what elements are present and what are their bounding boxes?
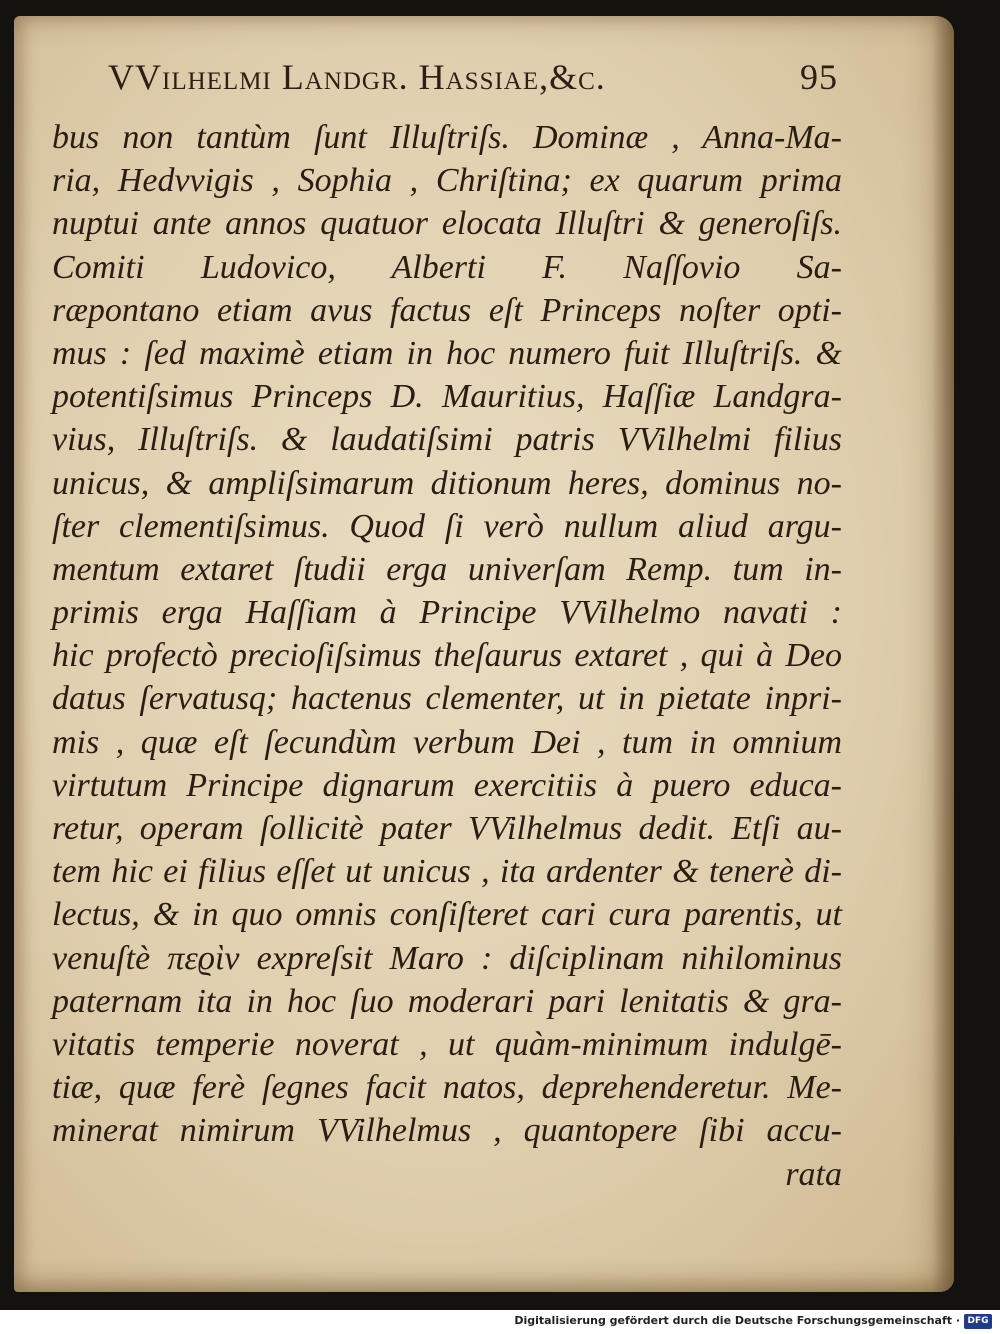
text-line: mentum extaret ſtudii erga univerſam Remp. tum in- <box>52 550 842 588</box>
text-line: datus ſervatusq; hactenus clementer, ut in pietate inpri- <box>52 680 842 718</box>
footer-bar <box>0 1310 1000 1334</box>
page-edge-shadow <box>932 16 954 1292</box>
text-line: Comiti Ludovico, Alberti F. Naſſovio Sa- <box>52 248 842 286</box>
text-line: ria, Hedvvigis , Sophia , Chriſtina; ex quarum prima <box>52 162 842 200</box>
text-line: vius, Illuſtriſs. & laudatiſsimi patris VVilhelmi filius <box>52 421 842 459</box>
text-line: bus non tantùm ſunt Illuſtriſs. Dominæ , Anna-Ma- <box>52 119 842 156</box>
text-line: hic profectò precioſiſsimus theſaurus extaret , qui à Deo <box>52 637 842 675</box>
text-line: lectus, & in quo omnis conſiſteret cari cura parentis, ut <box>52 896 842 934</box>
running-head-title: VVilhelmi Landgr. Hassiae,&c. <box>108 57 606 97</box>
text-line: retur, operam ſollicitè pater VVilhelmus dedit. Etſi au- <box>52 810 842 847</box>
text-line: mis , quæ eſt ſecundùm verbum Dei , tum in omnium <box>52 723 842 761</box>
text-line: virtutum Principe dignarum exercitiis à puero educa- <box>52 766 842 804</box>
text-line: paternam ita in hoc ſuo moderari pari lenitatis & gra- <box>52 982 842 1020</box>
dfg-logo: DFG <box>964 1314 992 1329</box>
text-line: ræpontano etiam avus factus eſt Princeps noſter opti- <box>52 291 842 329</box>
text-line: potentiſsimus Princeps D. Mauritius, Haſſiæ Landgra- <box>52 378 842 416</box>
text-line: tiæ, quæ ferè ſegnes facit natos, deprehenderetur. Me- <box>52 1069 842 1107</box>
text-line: venuſtè πεϱὶν expreſsit Maro : diſciplinam nihilominus <box>52 939 842 977</box>
text-line: primis erga Haſſiam à Principe VVilhelmo navati : <box>52 594 842 632</box>
text-line: minerat nimirum VVilhelmus , quantopere ſibi accu- <box>52 1112 842 1150</box>
text-line: tem hic ei filius eſſet ut unicus , ita ardenter & tenerè di- <box>52 853 842 891</box>
body-text <box>52 116 842 1196</box>
text-line: ſter clementiſsimus. Quod ſi verò nullum aliud argu- <box>52 507 842 545</box>
page-number: 95 <box>800 57 838 97</box>
funding-credit: Digitalisierung gefördert durch die Deutsche Forschungsgemeinschaft · <box>514 1314 960 1327</box>
running-head <box>108 56 838 108</box>
text-line: nuptui ante annos quatuor elocata Illuſtri & generoſiſs. <box>52 205 842 243</box>
text-line: unicus, & ampliſsimarum ditionum heres, dominus no- <box>52 464 842 502</box>
text-line: mus : ſed maximè etiam in hoc numero fuit Illuſtriſs. & <box>52 334 842 372</box>
catchword: rata <box>785 1155 842 1193</box>
text-line: vitatis temperie noverat , ut quàm-minimum indulgē- <box>52 1025 842 1063</box>
